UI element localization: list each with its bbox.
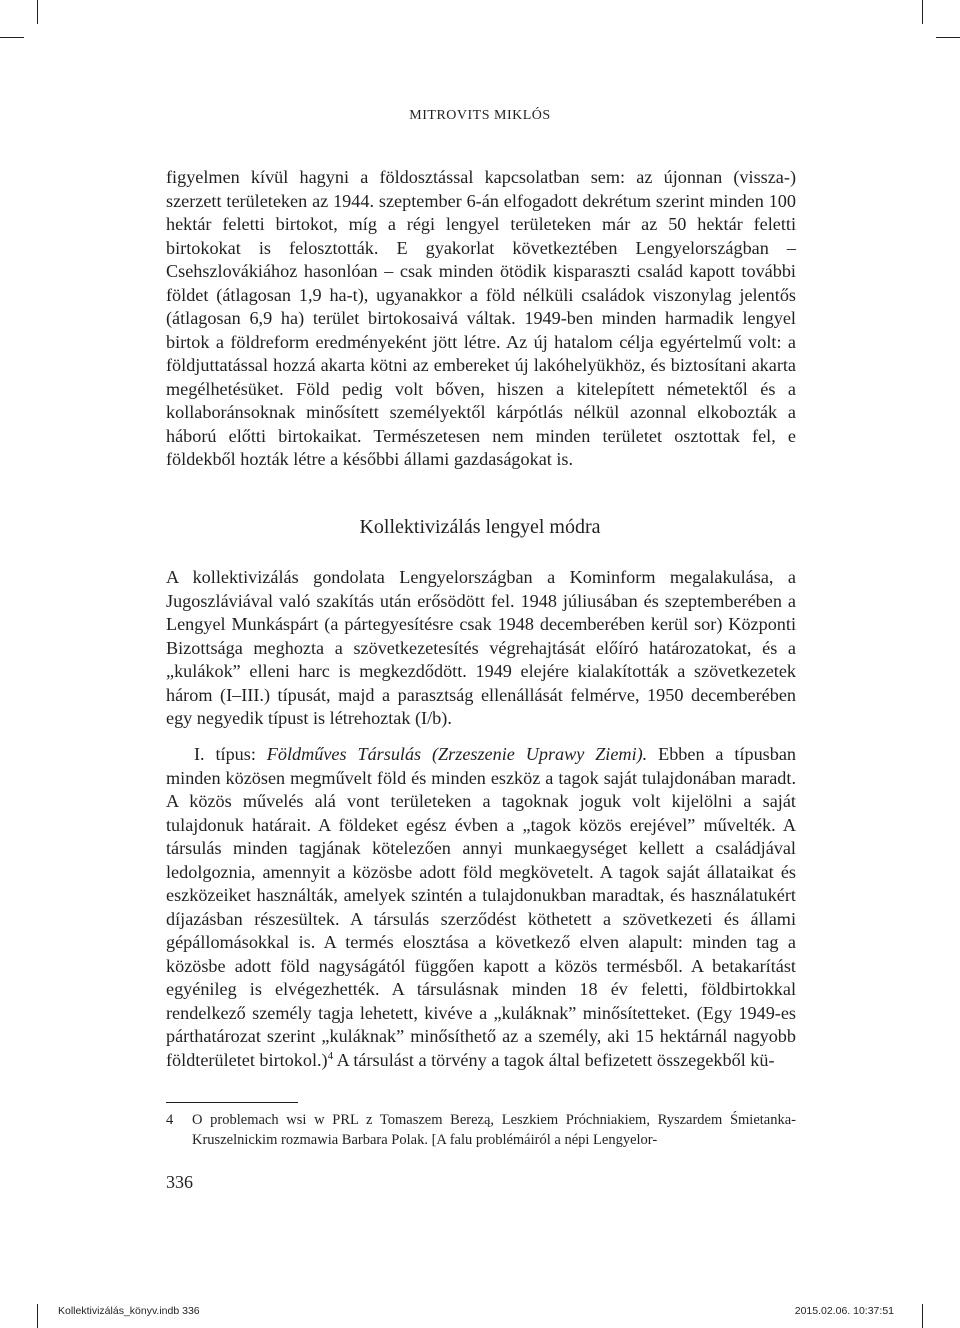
running-header-author: MITROVITS MIKLÓS: [409, 108, 551, 123]
page-number: 336: [166, 1172, 193, 1192]
footnote: [166, 1110, 796, 1150]
print-slug-date: 2015.02.06. 10:37:51: [794, 1305, 894, 1317]
footnote-reference[interactable]: 4: [327, 1049, 334, 1062]
paragraph-1-text: figyelmen kívül hagyni a földosztással kapcsolatban sem: az újonnan (vissza-) szerzett területeken az 1944. szeptember 6-án elfogadott dekrétum szerint minden 100 hektár feletti birtokot, míg a régi lengyel területeken már az 50 hektár feletti birtokokat is felosztották. E gyakorlat következtében Lengyelországban – Csehszlovákiához hasonlóan – csak minden ötödik kisparaszti család kapott további földet (átlagosan 1,9 ha-t), ugyanakkor a föld nélküli családok viszonylag jelentős (átlagosan 6,9 ha) terület birtokosaivá váltak. 1949-ben minden harmadik lengyel birtok a földreform eredményeként jött létre. Az új hatalom célja egyértelmű volt: a földjuttatással hozzá akarta kötni az embereket új lakóhelyükhöz, és biztosítani akarta megélhetésüket. Föld pedig volt bőven, hiszen a kitelepített németektől és a kollaboránsoknak minősített személyektől kárpótlás nélkül azonnal elkobozták a háború előtti birtokaikat. Természetesen nem minden területet osztottak fel, e földekből hozták létre a későbbi állami gazdaságokat is.: [166, 167, 796, 469]
footnote-divider: [166, 1102, 298, 1103]
print-slug-file: Kollektivizálás_könyv.indb 336: [58, 1305, 200, 1317]
paragraph-type-one: [166, 743, 796, 1072]
crop-mark-top-left-vertical: [37, 0, 38, 24]
paragraph-3-text: [166, 743, 796, 1072]
crop-mark-top-right-horizontal: [936, 37, 960, 38]
crop-mark-bottom-right-vertical: [922, 1304, 923, 1328]
crop-mark-top-right-vertical: [922, 0, 923, 24]
paragraph-2-text: A kollektivizálás gondolata Lengyelországban a Kominform megalakulása, a Jugoszláviával való szakítás után erősödött fel. 1948 júliusában és szeptemberében a Lengyel Munkáspárt (a pártegyesítésre csak 1948 decemberében kerül sor) Központi Bizottsága meghozta a szövetkezetesítés végrehajtását előíró határozatokat, és a „kulákok” elleni harc is megkezdődött. 1949 elejére kialakították a szövetkezetek három (I–III.) típusát, majd a parasztság ellenállását felmérve, 1950 decemberében egy negyedik típust is létrehoztak (I/b).: [166, 567, 796, 728]
type-description-tail: A társulást a törvény a tagok által befizetett összegekből kü-: [333, 1049, 775, 1070]
type-name-italic: Földműves Társulás (Zrzeszenie Uprawy Ziemi).: [266, 744, 648, 764]
type-lead: I. típus:: [194, 744, 267, 764]
footnote-text: O problemach wsi w PRL z Tomaszem Berezą, Leszkiem Próchniakiem, Ryszardem Śmietanka-Kruszelnickim rozmawia Barbara Polak. [A falu problémáiról a népi Lengyelor-: [192, 1112, 796, 1148]
footnote-number: 4: [166, 1112, 174, 1128]
paragraph-land-reform: [166, 166, 796, 472]
crop-mark-bottom-left-vertical: [37, 1304, 38, 1328]
crop-mark-top-left-horizontal: [0, 37, 24, 38]
paragraph-collectivization: [166, 566, 796, 731]
type-description: Ebben a típusban minden közösen megművelt föld és minden eszköz a tagok saját tulajdonában maradt. A közös művelés alá vont területeken a tagoknak joguk volt kijelölni a saját tulajdonuk határait. A földeket egész évben a „tagok közös erejével” művelték. A társulás minden tagjának kötelezően annyi munkaegységet kellett a családjával ledolgoznia, amennyit a közösbe adott föld megkövetelt. A tagok saját állataikat és eszközeiket használták, amelyek szintén a tulajdonukban maradtak, és használatukért díjazásban részesültek. A társulás szerződést köthetett a szövetkezeti és állami gépállomásokkal is. A termés elosztása a következő elven alapult: minden tag a közösbe adott föld nagyságától függően kapott a közös termésből. A betakarítást egyénileg is elvégezhették. A társulásnak minden 18 év feletti, földbirtokkal rendelkező személy tagja lehetett, kivéve a „kuláknak” minősítetteket. (Egy 1949-es párthatározat szerint „kuláknak” minősíthető az a személy, aki 15 hektárnál nagyobb földterületet birtokol.): [166, 744, 797, 1070]
section-heading: Kollektivizálás lengyel módra: [359, 516, 601, 538]
